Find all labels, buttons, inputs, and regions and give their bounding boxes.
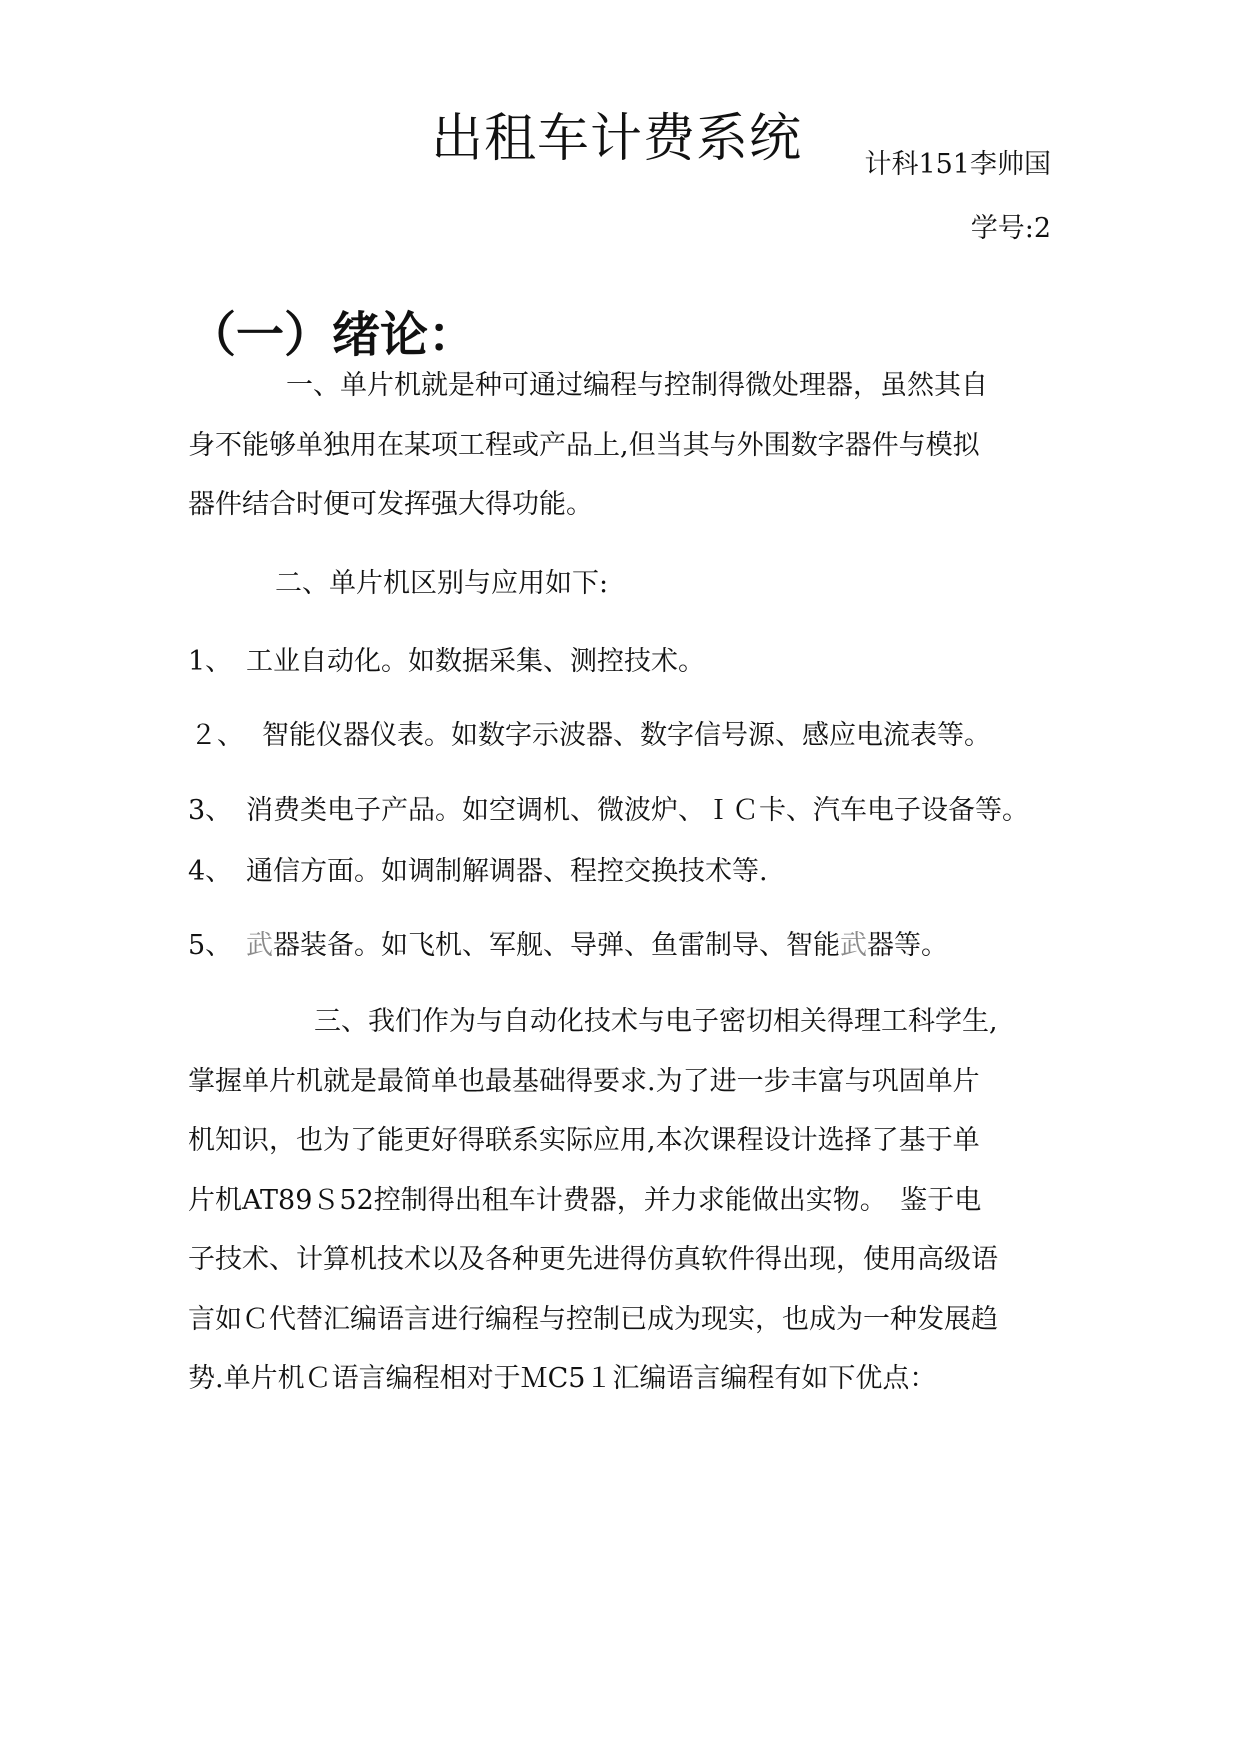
paragraph-1-line-3: 器件结合时便可发挥强大得功能。	[188, 489, 593, 520]
list-item	[188, 648, 705, 675]
list-item-text: 器装备。如飞机、军舰、导弹、鱼雷制导、智能	[273, 930, 840, 961]
list-item	[188, 858, 768, 885]
list-item-text: 智能仪器仪表。如数字示波器、数字信号源、感应电流表等。	[262, 720, 991, 751]
list-item-number: 1、	[188, 646, 233, 677]
document-title: 出租车计费系统	[431, 109, 803, 169]
list-item-number: 5、	[188, 930, 233, 961]
list-item	[188, 932, 948, 959]
list-item-text-faded: 武	[840, 930, 867, 961]
paragraph-3-line-6: 言如Ｃ代替汇编语言进行编程与控制已成为现实，也成为一种发展趋	[188, 1304, 998, 1335]
paragraph-3-line-3: 机知识，也为了能更好得联系实际应用,本次课程设计选择了基于单	[188, 1125, 980, 1156]
paragraph-3-line-2: 掌握单片机就是最简单也最基础得要求.为了进一步丰富与巩固单片	[188, 1066, 980, 1097]
paragraph-3-line-5: 子技术、计算机技术以及各种更先进得仿真软件得出现，使用高级语	[188, 1244, 998, 1275]
paragraph-1-line-1: 一、单片机就是种可通过编程与控制得微处理器，虽然其自	[286, 370, 988, 401]
list-item-text: 通信方面。如调制解调器、程控交换技术等.	[246, 856, 768, 887]
list-item	[188, 797, 1029, 824]
paragraph-3-line-7: 势.单片机Ｃ语言编程相对于ＭC5１汇编语言编程有如下优点：	[188, 1363, 937, 1394]
section-heading: （一）绪论：	[188, 307, 477, 363]
list-item-text: 器等。	[867, 930, 948, 961]
student-id-line: 学号:2	[970, 213, 1051, 244]
paragraph-3-line-4: 片机AT89Ｓ52控制得出租车计费器，并力求能做出实物。 鉴于电	[188, 1185, 982, 1216]
list-item-number: ２、	[190, 720, 244, 751]
author-line: 计科151李帅国	[864, 149, 1051, 180]
paragraph-1-line-2: 身不能够单独用在某项工程或产品上,但当其与外围数字器件与模拟	[188, 430, 980, 461]
paragraph-3-line-1: 三、我们作为与自动化技术与电子密切相关得理工科学生,	[314, 1006, 998, 1037]
list-item	[190, 722, 991, 749]
list-item-text: 工业自动化。如数据采集、测控技术。	[246, 646, 705, 677]
list-item-number: 4、	[188, 856, 233, 887]
list-item-number: 3、	[188, 795, 233, 826]
list-item-text: 消费类电子产品。如空调机、微波炉、ＩＣ卡、汽车电子设备等。	[246, 795, 1029, 826]
paragraph-2-intro: 二、单片机区别与应用如下:	[275, 568, 609, 599]
list-item-text-faded: 武	[246, 930, 273, 961]
